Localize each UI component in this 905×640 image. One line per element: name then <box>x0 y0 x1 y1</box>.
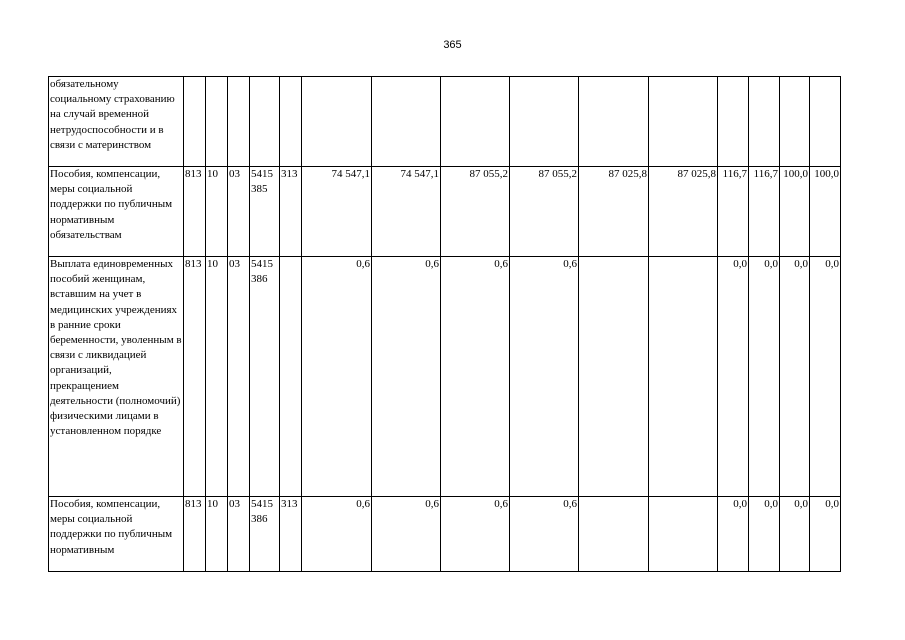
percent-cell <box>810 77 841 167</box>
row-name-cell: Выплата единовременных пособий женщинам, вставшим на учет в медицинских учреждениях в ранние сроки беременности, уволенным в связи с ликвидацией организаций, прекращением деятельности (полномочий) физическими лицами в установленном порядке <box>49 257 184 497</box>
table-row <box>49 77 841 167</box>
amount-cell <box>441 77 510 167</box>
row-name-cell: обязательному социальному страхованию на случай временной нетрудоспособности и в связи с материнством <box>49 77 184 167</box>
section-code-cell: 10 <box>206 167 228 257</box>
amount-cell: 0,6 <box>302 257 372 497</box>
target-article-cell: 5415 386 <box>250 257 280 497</box>
expense-type-cell: 313 <box>280 167 302 257</box>
page-number: 365 <box>443 39 462 51</box>
amount-cell: 0,6 <box>510 257 579 497</box>
amount-cell: 0,6 <box>510 497 579 572</box>
percent-cell <box>749 77 780 167</box>
percent-cell: 0,0 <box>780 257 810 497</box>
percent-cell: 116,7 <box>718 167 749 257</box>
ved-code-cell: 813 <box>184 167 206 257</box>
target-article-cell: 5415 385 <box>250 167 280 257</box>
amount-cell: 0,6 <box>441 497 510 572</box>
percent-cell: 0,0 <box>810 257 841 497</box>
row-name-cell: Пособия, компенсации, меры социальной поддержки по публичным нормативным <box>49 497 184 572</box>
percent-cell <box>780 77 810 167</box>
amount-cell: 87 025,8 <box>649 167 718 257</box>
target-article-cell <box>250 77 280 167</box>
expense-type-cell: 313 <box>280 497 302 572</box>
percent-cell: 0,0 <box>780 497 810 572</box>
amount-cell: 0,6 <box>372 497 441 572</box>
ved-code-cell: 813 <box>184 257 206 497</box>
amount-cell <box>579 77 649 167</box>
subsection-code-cell: 03 <box>228 497 250 572</box>
amount-cell <box>510 77 579 167</box>
amount-cell: 74 547,1 <box>372 167 441 257</box>
amount-cell <box>649 497 718 572</box>
amount-cell: 87 025,8 <box>579 167 649 257</box>
percent-cell: 0,0 <box>749 257 780 497</box>
amount-cell <box>579 257 649 497</box>
budget-table <box>48 76 841 572</box>
amount-cell: 74 547,1 <box>302 167 372 257</box>
percent-cell: 0,0 <box>749 497 780 572</box>
percent-cell <box>718 77 749 167</box>
expense-type-cell <box>280 77 302 167</box>
percent-cell: 0,0 <box>810 497 841 572</box>
amount-cell: 0,6 <box>441 257 510 497</box>
ved-code-cell: 813 <box>184 497 206 572</box>
section-code-cell <box>206 77 228 167</box>
percent-cell: 0,0 <box>718 497 749 572</box>
ved-code-cell <box>184 77 206 167</box>
percent-cell: 100,0 <box>810 167 841 257</box>
subsection-code-cell: 03 <box>228 257 250 497</box>
percent-cell: 116,7 <box>749 167 780 257</box>
target-article-cell: 5415 386 <box>250 497 280 572</box>
table-row <box>49 167 841 257</box>
table-row <box>49 497 841 572</box>
amount-cell: 0,6 <box>372 257 441 497</box>
amount-cell <box>372 77 441 167</box>
amount-cell: 87 055,2 <box>441 167 510 257</box>
amount-cell <box>649 77 718 167</box>
amount-cell <box>579 497 649 572</box>
row-name-cell: Пособия, компенсации, меры социальной поддержки по публичным нормативным обязательствам <box>49 167 184 257</box>
amount-cell <box>649 257 718 497</box>
percent-cell: 100,0 <box>780 167 810 257</box>
subsection-code-cell: 03 <box>228 167 250 257</box>
amount-cell: 0,6 <box>302 497 372 572</box>
expense-type-cell <box>280 257 302 497</box>
percent-cell: 0,0 <box>718 257 749 497</box>
section-code-cell: 10 <box>206 257 228 497</box>
section-code-cell: 10 <box>206 497 228 572</box>
amount-cell: 87 055,2 <box>510 167 579 257</box>
subsection-code-cell <box>228 77 250 167</box>
table-row <box>49 257 841 497</box>
amount-cell <box>302 77 372 167</box>
